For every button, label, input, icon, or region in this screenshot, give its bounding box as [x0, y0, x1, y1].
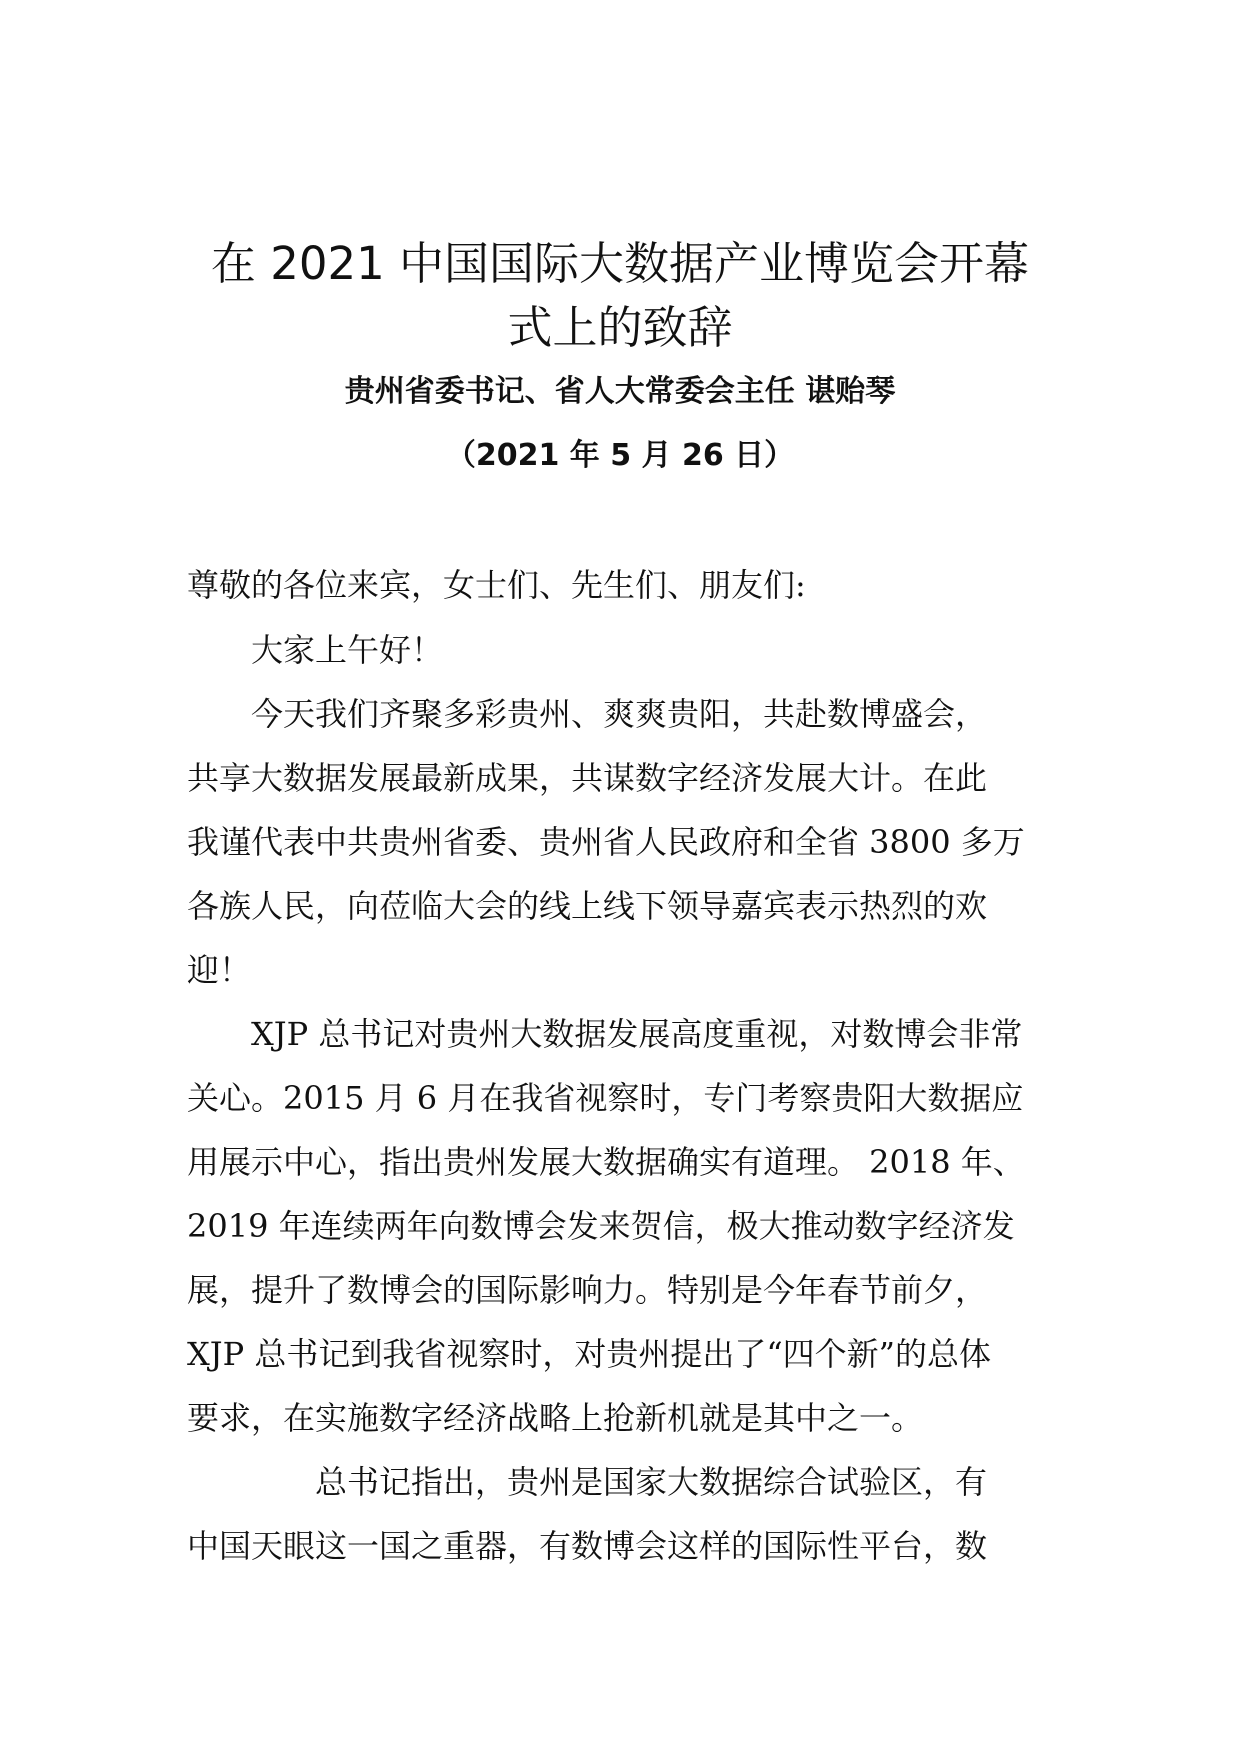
body-line: 关心。2015 月 6 月在我省视察时，专门考察贵阳大数据应 [187, 1079, 1024, 1117]
body-line: 各族人民，向莅临大会的线上线下领导嘉宾表示热烈的欢 [187, 887, 988, 925]
body-line: 要求，在实施数字经济战略上抢新机就是其中之一。 [187, 1399, 924, 1437]
body-line: 总书记指出，贵州是国家大数据综合试验区，有 [187, 1463, 988, 1501]
body-line: 尊敬的各位来宾，女士们、先生们、朋友们: [187, 566, 806, 604]
body-line: 共享大数据发展最新成果，共谋数字经济发展大计。在此 [187, 759, 988, 797]
body-line: 2019 年连续两年向数博会发来贺信，极大推动数字经济发 [187, 1207, 1015, 1245]
body-line: 迎！ [187, 951, 252, 989]
document-title-line-2: 式上的致辞 [507, 301, 733, 354]
body-line: XJP 总书记到我省视察时，对贵州提出了“四个新”的总体 [187, 1335, 992, 1373]
document-title-line-1: 在 2021 中国国际大数据产业博览会开幕 [210, 237, 1030, 290]
body-line: 大家上午好！ [187, 631, 444, 669]
body-line: 中国天眼这一国之重器，有数博会这样的国际性平台，数 [187, 1527, 988, 1565]
body-line: XJP 总书记对贵州大数据发展高度重视，对数博会非常 [187, 1015, 1023, 1053]
body-line: 今天我们齐聚多彩贵州、爽爽贵阳，共赴数博盛会， [187, 695, 988, 733]
body-line: 用展示中心，指出贵州发展大数据确实有道理。 2018 年、 [187, 1143, 1025, 1181]
author-line: 贵州省委书记、省人大常委会主任 谌贻琴 [344, 374, 896, 409]
body-line: 展，提升了数博会的国际影响力。特别是今年春节前夕， [187, 1271, 988, 1309]
date-line: （2021 年 5 月 26 日） [445, 438, 795, 473]
body-line: 我谨代表中共贵州省委、贵州省人民政府和全省 3800 多万 [187, 823, 1025, 861]
